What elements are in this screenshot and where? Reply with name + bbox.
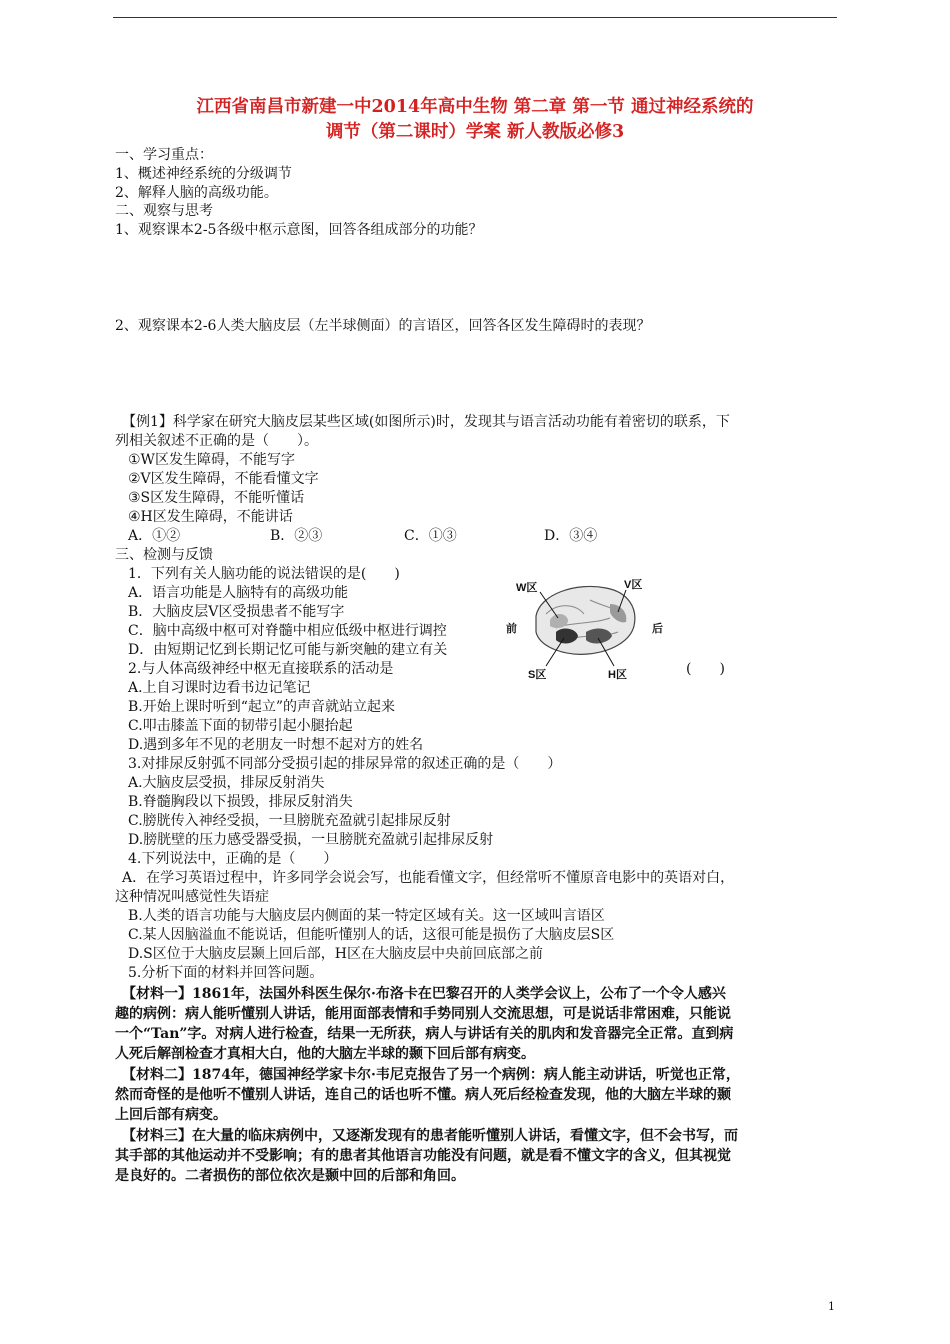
question-2-answer-paren: ( ) [686,661,725,677]
material-3-line-2: 其手部的其他运动并不受影响；有的患者其他语言功能没有问题，就是看不懂文字的含义，但其视觉 [115,1148,731,1164]
example1-choice-a: A．①② [128,528,181,544]
question-4-option-c: C.某人因脑溢血不能说话，但能听懂别人的话，这很可能是损伤了大脑皮层S区 [128,927,615,943]
question-2-option-c: C.叩击膝盖下面的韧带引起小腿抬起 [128,718,353,734]
question-2-option-d: D.遇到多年不见的老朋友一时想不起对方的姓名 [128,737,424,753]
figure-label-s: S区 [528,669,547,681]
material-2-line-2: 然而奇怪的是他听不懂别人讲话，连自己的话也听不懂。病人死后经检查发现，他的大脑左半球的颞 [115,1087,731,1103]
question-1-option-c: C．脑中高级中枢可对脊髓中相应低级中枢进行调控 [128,623,447,639]
question-4: 4.下列说法中，正确的是（ ） [128,851,338,867]
title-line-2: 调节（第二课时）学案 新人教版必修3 [325,122,625,142]
material-3-line-3: 是良好的。二者损伤的部位依次是颞中回的后部和角回。 [115,1168,465,1184]
question-2: 2.与人体高级神经中枢无直接联系的活动是 [128,661,394,677]
figure-label-w: W区 [516,582,538,594]
section2-question-1: 1、观察课本2-5各级中枢示意图，回答各组成部分的功能？ [115,222,483,238]
example1-option-4: ④H区发生障碍，不能讲话 [128,509,293,525]
figure-label-h: H区 [608,669,627,681]
question-3-option-d: D.膀胱壁的压力感受器受损，一旦膀胱充盈就引起排尿反射 [128,832,494,848]
question-1: 1．下列有关人脑功能的说法错误的是( ) [128,566,400,582]
question-4-option-a-line-1: A．在学习英语过程中，许多同学会说会写，也能看懂文字，但经常听不懂原音电影中的英语对白， [122,870,735,886]
question-3: 3.对排尿反射弧不同部分受损引起的排尿异常的叙述正确的是（ ） [128,756,562,772]
question-1-option-d: D．由短期记忆到长期记忆可能与新突触的建立有关 [128,642,448,658]
example1-stem-line-1: 【例1】科学家在研究大脑皮层某些区域(如图所示)时，发现其与语言活动功能有着密切的联系，下 [122,414,730,430]
figure-label-back: 后 [652,623,663,635]
question-1-option-b: B．大脑皮层V区受损患者不能写字 [128,604,345,620]
title-line-1: 江西省南昌市新建一中2014年高中生物 第二章 第一节 通过神经系统的 [196,97,754,117]
example1-option-2: ②V区发生障碍，不能看懂文字 [128,471,319,487]
figure-label-v: V区 [624,579,643,591]
section2-question-2: 2、观察课本2-6人类大脑皮层（左半球侧面）的言语区，回答各区发生障碍时的表现？ [115,318,651,334]
question-4-option-b: B.人类的语言功能与大脑皮层内侧面的某一特定区域有关。这一区域叫言语区 [128,908,605,924]
example1-stem-line-2: 列相关叙述不正确的是（ ）。 [115,433,318,449]
section1-heading: 一、学习重点： [115,147,213,163]
material-1-line-3: 一个“Tan”字。对病人进行检查，结果一无所获，病人与讲话有关的肌肉和发音器完全正常。直到病 [115,1026,734,1042]
question-1-option-a: A．语言功能是人脑特有的高级功能 [128,585,349,601]
section3-heading: 三、检测与反馈 [115,547,213,563]
material-1-line-2: 趣的病例：病人能听懂别人讲话，能用面部表情和手势同别人交流思想，可是说话非常困难，只能说 [115,1006,731,1022]
section1-item-2: 2、解释人脑的高级功能。 [115,185,278,201]
section2-heading: 二、观察与思考 [115,203,213,219]
question-3-option-c: C.膀胱传入神经受损，一旦膀胱充盈就引起排尿反射 [128,813,451,829]
question-2-option-b: B.开始上课时听到“起立”的声音就站立起来 [128,699,396,715]
example1-choice-d: D．③④ [544,528,598,544]
section1-item-1: 1、概述神经系统的分级调节 [115,166,292,182]
question-3-option-b: B.脊髓胸段以下损毁，排尿反射消失 [128,794,353,810]
question-4-option-d: D.S区位于大脑皮层颞上回后部，H区在大脑皮层中央前回底部之前 [128,946,543,962]
material-1-line-1: 【材料一】1861年，法国外科医生保尔·布洛卡在巴黎召开的人类学会议上，公布了一个令人感兴 [122,986,726,1002]
page-number: 1 [828,1300,835,1313]
example1-choice-c: C．①③ [404,528,457,544]
question-4-option-a-line-2: 这种情况叫感觉性失语症 [115,889,269,905]
material-2-line-1: 【材料二】1874年，德国神经学家卡尔·韦尼克报告了另一个病例：病人能主动讲话，听觉也正常， [122,1067,740,1083]
figure-label-front: 前 [506,623,517,635]
example1-choice-b: B．②③ [270,528,323,544]
question-5: 5.分析下面的材料并回答问题。 [128,965,324,981]
header-rule [113,17,837,18]
document-title [113,95,837,145]
material-2-line-3: 上回后部有病变。 [115,1107,227,1123]
example1-option-3: ③S区发生障碍，不能听懂话 [128,490,305,506]
brain-language-area-figure [506,574,666,684]
question-2-option-a: A.上自习课时边看书边记笔记 [128,680,311,696]
material-3-line-1: 【材料三】在大量的临床病例中，又逐渐发现有的患者能听懂别人讲话，看懂文字，但不会书写，而 [122,1128,738,1144]
material-1-line-4: 人死后解剖检查才真相大白，他的大脑左半球的颞下回后部有病变。 [115,1046,535,1062]
example1-option-1: ①W区发生障碍，不能写字 [128,452,295,468]
question-3-option-a: A.大脑皮层受损，排尿反射消失 [128,775,325,791]
